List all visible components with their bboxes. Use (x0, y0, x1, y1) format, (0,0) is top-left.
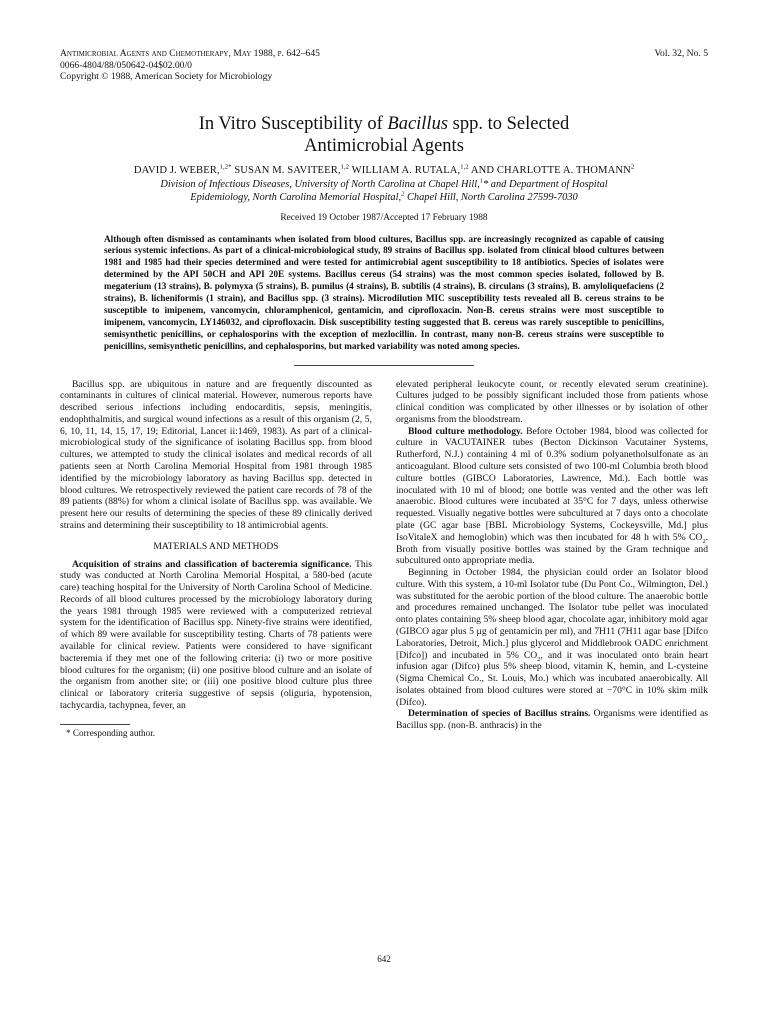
blood-culture-paragraph: Blood culture methodology. Before October 1984, blood was collected for culture in VACUTAINER tubes (Becton Dickinson Vacutainer Systems, Rutherford, N.J.) containing 4 ml of 0.3% sodium polyanetholsulfonate as an anticoagulant. Blood culture sets consisted of two 100-ml Columbia broth blood culture bottles (GIBCO Laboratories, Lawrence, Md.). Each bottle was inoculated with 10 ml of blood; one bottle was vented and the other was left anaerobic. Blood cultures were incubated at 35°C for 7 days, unless otherwise requested. Visually negative bottles were subcultured at 7 days onto a chocolate plate (GC agar base [BBL Microbiology Systems, Cockeysville, Md.] plus IsoVitaleX and hemoglobin) which was then incubated for 48 h with 5% $CO_2$. Broth from visually positive bottles was stained by the Gram technique and subcultured onto appropriate media. (396, 425, 708, 567)
isolator-paragraph: Beginning in October 1984, the physician could order an Isolator blood culture. With this system, a 10-ml Isolator tube (Du Pont Co., Wilmington, Del.) was substituted for the aerobic portion of the blood culture. The anaerobic bottle and procedures remained unchanged. The Isolator tube pellet was inoculated onto plates containing 5% sheep blood agar, chocolate agar, inhibitory mold agar (GIBCO agar plus 5 µg of gentamicin per ml), and 7H11 (7H11 agar base [Difco Laboratories, Detroit, Mich.] plus glycerol and Middlebrook OADC enrichment [Difco]) and incubated in 5% $CO_2$, and it was inoculated onto brain heart infusion agar (Difco) plus 5% sheep blood, vitamin K, hemin, and L-cysteine (Sigma Chemical Co., St. Louis, Mo.) which was incubated anaerobically. All isolates obtained from blood cultures were stored at −70°C in 10% skim milk (Difco). (396, 567, 708, 708)
acquisition-text: This study was conducted at North Carolina Memorial Hospital, a 580-bed (acute care) teaching hospital for the University of North Carolina School of Medicine. Records of all blood cultures processed by the microbiology laboratory during the years 1981 through 1985 were reviewed with a computerized retrieval system for the identification of Bacillus spp. Ninety-five strains were identified, of which 89 were available for susceptibility testing. Charts of 78 patients were available for clinical review. Patients were considered to have significant bacteremia if they met one of the following criteria: (i) two or more positive blood cultures for the organism; (ii) one positive blood culture and an isolate of the organism from another site; or (iii) one positive blood culture plus three clinical or laboratory criteria suggestive of sepsis (oliguria, hypotension, tachycardia, tachypnea, fever, an (60, 558, 373, 711)
title-text-2: spp. to Selected (448, 113, 570, 134)
author-2: SUSAN M. SAVITEER,$^{1,2}$ (234, 162, 350, 176)
copyright-notice: Copyright © 1988, American Society for Microbiology (60, 71, 273, 82)
journal-code: 0066-4804/88/050642-04$02.00/0 (60, 59, 192, 71)
intro-paragraph: Bacillus spp. are ubiquitous in nature and are frequently discounted as contaminants in cultures of clinical material. However, numerous reports have described serious infections including endocarditis, sepsis, meningitis, endophthalmitis, and surgical wound infections as a result of this organism (2, 5, 6, 10, 11, 14, 15, 17, 19; Editorial, Lancet ii:1469, 1983). As part of a clinical-microbiological study of the significance of isolating Bacillus spp. from blood cultures, we attempted to study the clinical isolates and medical records of all patients seen at North Carolina Memorial Hospital from 1981 through 1985 identified by the microbiology laboratory as having Bacillus spp. detected in blood cultures. We retrospectively reviewed the patient care records of 78 of the 89 patients (88%) for whom a clinical isolate of Bacillus spp. was available. We present here our results of determining the species of these 89 clinically derived strains and determining their susceptibility to 18 antimicrobial agents. (60, 378, 372, 531)
authors-conjunction: AND (470, 164, 495, 176)
footnote: * Corresponding author. (66, 727, 156, 738)
blood-culture-heading: Blood culture methodology. (408, 425, 523, 437)
section-heading: MATERIALS AND METHODS (153, 540, 279, 552)
isolator-text-b: , and it was inoculated onto brain heart infusion agar (Difco) plus 5% sheep blood, vitamin K, hemin, and L-cysteine (Sigma Chemical Co., St. Louis, Mo.) which was incubated anaerobically. All isolates obtained from blood cultures were stored at −70°C in 10% skim milk (Difco). (396, 649, 708, 708)
author-1: DAVID J. WEBER,$^{1,2*}$ (133, 162, 232, 176)
footnote-divider (60, 724, 130, 725)
body-columns (60, 379, 708, 739)
acquisition-heading: Acquisition of strains and classification of bacteremia significance. (72, 558, 352, 570)
right-column (396, 379, 708, 739)
article-title (60, 113, 708, 157)
determination-heading: Determination of species of Bacillus strains. (408, 708, 591, 720)
isolator-text-a: Beginning in October 1984, the physician could order an Isolator blood culture. With this system, a 10-ml Isolator tube (Du Pont Co., Wilmington, Del.) was substituted for the aerobic portion of the blood culture. The anaerobic bottle and procedures remained unchanged. The Isolator tube pellet was inoculated onto plates containing 5% sheep blood agar, chocolate agar, inhibitory mold agar (GIBCO agar plus 5 µg of gentamicin per ml), and 7H11 (7H11 agar base [Difco Laboratories, Detroit, Mich.] plus glycerol and Middlebrook OADC enrichment [Difco]) and incubated in 5% CO (396, 567, 708, 661)
abstract: Although often dismissed as contaminants when isolated from blood cultures, Bacillus spp. are increasingly recognized as capable of causing serious systemic infections. As part of a clinical-microbiological study, 89 strains of Bacillus spp. isolated from clinical blood cultures between 1981 and 1985 had their species determined and were tested for antimicrobial agent susceptibility to 18 antibiotics. Species of isolates were determined by the API 50CH and API 20E systems. Bacillus cereus (54 strains) was the most common species isolated, followed by B. megaterium (13 strains), B. polymyxa (5 strains), B. pumilus (4 strains), B. subtilis (4 strains), B. circulans (3 strains), B. amyloliquefaciens (2 strains), B. licheniformis (1 strain), and Bacillus spp. (3 strains). Microdilution MIC susceptibility tests revealed all B. cereus strains to be susceptible to imipenem, vancomycin, chloramphenicol, gentamicin, and ciprofloxacin. Non-B. cereus strains were most susceptible to imipenem, vancomycin, LY146032, and ciprofloxacin. Disk susceptibility testing suggested that B. cereus was rarely susceptible to penicillins, semisynthetic penicillins, or cephalosporins with the exception of mezlocillin. In contrast, many non-B. cereus strains were susceptible to penicillins, semisynthetic penicillins, and cephalosporins, but marked variability was noted among species. (104, 233, 664, 351)
determination-paragraph (396, 708, 708, 732)
journal-header (60, 48, 708, 83)
author-3: WILLIAM A. RUTALA,$^{1,2}$ (351, 162, 469, 176)
abstract-divider (294, 365, 474, 366)
acquisition-paragraph (60, 559, 372, 712)
received-dates: Received 19 October 1987/Accepted 17 February 1988 (280, 212, 488, 223)
blood-culture-text-b: . Broth from visually positive bottles was stained by the Gram technique and subcultured onto appropriate media. (396, 531, 708, 567)
article-page (60, 48, 708, 739)
continued-paragraph: elevated peripheral leukocyte count, or recently elevated serum creatinine). Cultures judged to be possibly significant included those from patients whose clinical condition was complicated by other illnesses or by isolation of other organisms from the bloodstream. (396, 378, 708, 425)
volume-issue: Vol. 32, No. 5 (654, 48, 708, 59)
title-genus: Bacillus (387, 113, 449, 134)
determination-text: Organisms were identified as Bacillus spp. (non-B. anthracis) in the (396, 708, 708, 732)
author-4: CHARLOTTE A. THOMANN$^2$ (496, 162, 635, 176)
title-text-3: Antimicrobial Agents (304, 135, 464, 156)
title-text-1: In Vitro Susceptibility of (198, 113, 388, 134)
author-list (60, 162, 708, 176)
blood-culture-text-a: Before October 1984, blood was collected for culture in VACUTAINER tubes (Becton Dickinson Vacutainer Systems, Rutherford, N.J.) containing 4 ml of 0.3% sodium polyanetholsulfonate as an anticoagulant. Blood culture sets consisted of two 100-ml Columbia broth blood culture bottles (GIBCO Laboratories, Lawrence, Md.). Each bottle was inoculated with 10 ml of blood; one bottle was vented and the other was left anaerobic. Blood cultures were incubated at 35°C for 7 days, unless otherwise requested. Visually negative bottles were subcultured at 7 days onto a chocolate plate (GC agar base [BBL Microbiology Systems, Cockeysville, Md.] plus IsoVitaleX and hemoglobin) which was then incubated for 48 h with 5% CO (396, 425, 708, 543)
journal-info (60, 48, 320, 83)
journal-citation: Antimicrobial Agents and Chemotherapy, May 1988, p. 642–645 (60, 48, 320, 59)
page-number: 642 (377, 954, 391, 964)
affiliations: Division of Infectious Diseases, University of North Carolina at Chapel Hill,$^1$* and Department of Hospital Epidemiology, North Carolina Memorial Hospital,$^2$ Chapel Hill, North Carolina 27599-7030 (160, 177, 608, 203)
left-column (60, 379, 372, 739)
